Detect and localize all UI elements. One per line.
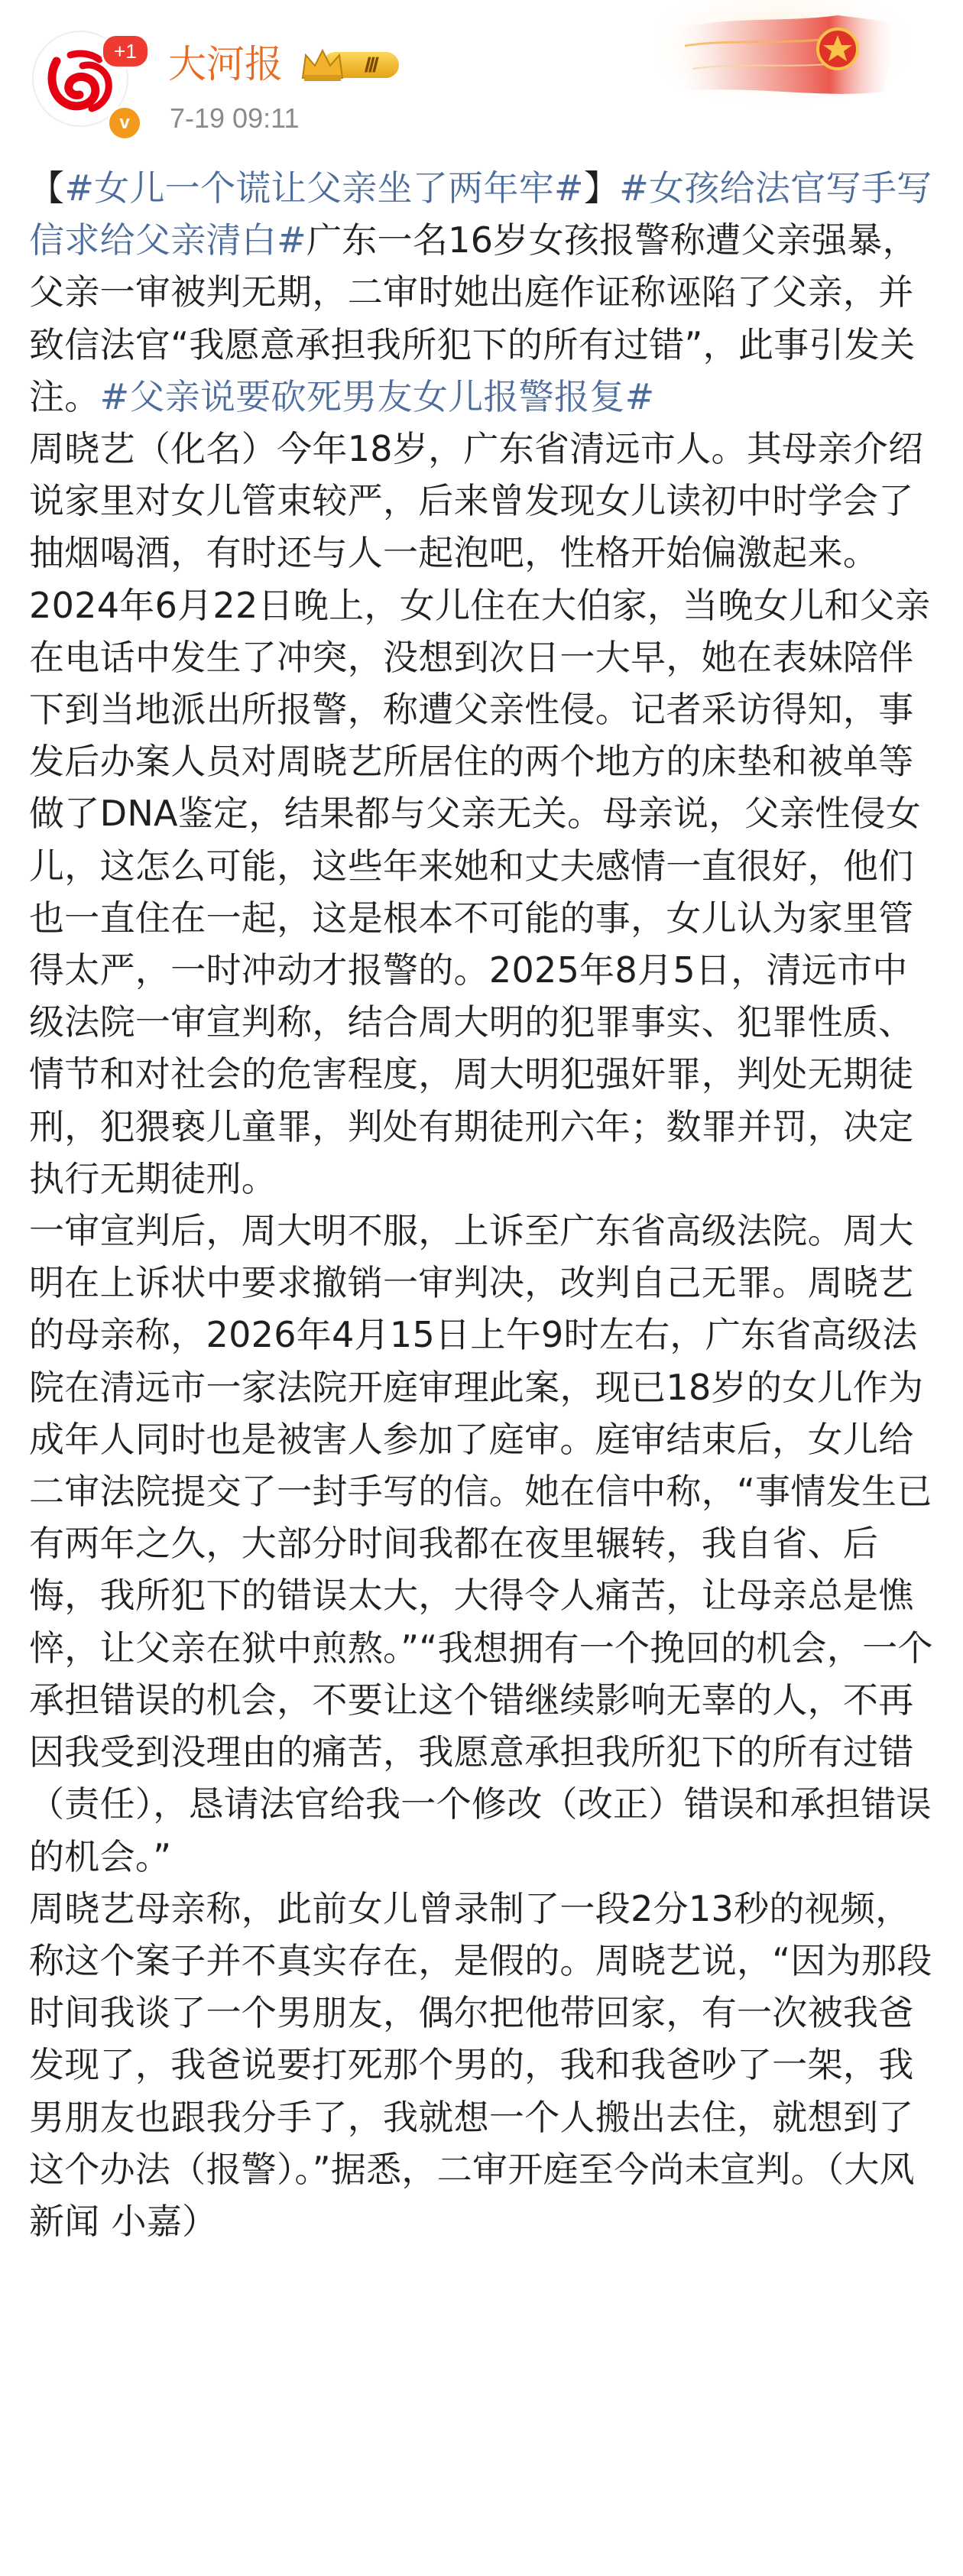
post-paragraph: 周晓艺（化名）今年18岁，广东省清远市人。其母亲介绍说家里对女儿管束较严，后来曾发现女儿读初中时学会了抽烟喝酒，有时还与人一起泡吧，性格开始偏激起来。2024年6月22日晚上，女儿住在大伯家，当晚女儿和父亲在电话中发生了冲突，没想到次日一大早，她在表妹陪伴下到当地派出所报警，称遭父亲性侵。记者采访得知，事发后办案人员对周晓艺所居住的两个地方的床垫和被单等做了DNA鉴定，结果都与父亲无关。母亲说，父亲性侵女儿，这怎么可能，这些年来她和丈夫感情一直很好，他们也一直住在一起，这是根本不可能的事，女儿认为家里管得太严，一时冲动才报警的。2025年8月5日，清远市中级法院一审宣判称，结合周大明的犯罪事实、犯罪性质、情节和对社会的危害程度，周大明犯强奸罪，判处无期徒刑，犯猥亵儿童罪，判处有期徒刑六年；数罪并罚，决定执行无期徒刑。 [29, 428, 931, 1199]
intro-text: 广东一名16岁女孩报警称遭父亲强暴，父亲一审被判无期，二审时她出庭作证称诬陷了父亲，并致信法官“我愿意承担我所犯下的所有过错”，此事引发关注。 [29, 219, 918, 417]
post-timestamp: 7-19 09:11 [170, 102, 300, 134]
intro-text: 【 [29, 167, 65, 209]
crown-level-icon[interactable] [300, 44, 404, 84]
post-paragraph: 周晓艺母亲称，此前女儿曾录制了一段2分13秒的视频，称这个案子并不真实存在，是假的。周晓艺说，“因为那段时间我谈了一个男朋友，偶尔把他带回家，有一次被我爸发现了，我爸说要打死那个男的，我和我爸吵了一架，我男朋友也跟我分手了，我就想一个人搬出去住，就想到了这个办法（报警）。”据悉，二审开庭至今尚未宣判。（大风新闻 小嘉） [29, 1887, 932, 2242]
post-paragraph: 一审宣判后，周大明不服，上诉至广东省高级法院。周大明在上诉状中要求撤销一审判决，改判自己无罪。周晓艺的母亲称，2026年4月15日上午9时左右，广东省高级法院在清远市一家法院开庭审理此案，现已18岁的女儿作为成年人同时也是被害人参加了庭审。庭审结束后，女儿给二审法院提交了一封手写的信。她在信中称，“事情发生已有两年之久，大部分时间我都在夜里辗转，我自省、后悔，我所犯下的错误太大，大得令人痛苦，让母亲总是憔悴，让父亲在狱中煎熬。”“我想拥有一个挽回的机会，一个承担错误的机会，不要让这个错继续影响无辜的人，不再因我受到没理由的痛苦，我愿意承担我所犯下的所有过错（责任），恳请法官给我一个修改（改正）错误和承担错误的机会。” [29, 1210, 933, 1877]
topic-link[interactable]: #女孩给法官写手写信求给父亲清白# [29, 167, 932, 261]
level-text: Ⅲ [363, 54, 377, 76]
notification-badge: +1 [101, 34, 150, 69]
decoration-banner-icon [654, 0, 906, 115]
post-body [29, 162, 939, 2247]
author-name[interactable]: 大河报 [168, 42, 283, 86]
post-intro [29, 162, 939, 423]
topic-link[interactable]: #父亲说要砍死男友女儿报警报复# [99, 375, 655, 417]
verified-icon: v [107, 105, 142, 141]
topic-link[interactable]: #女儿一个谎让父亲坐了两年牢# [64, 167, 584, 209]
author-avatar[interactable] [32, 31, 137, 133]
intro-text: 】 [583, 167, 620, 209]
post-header [0, 0, 963, 161]
